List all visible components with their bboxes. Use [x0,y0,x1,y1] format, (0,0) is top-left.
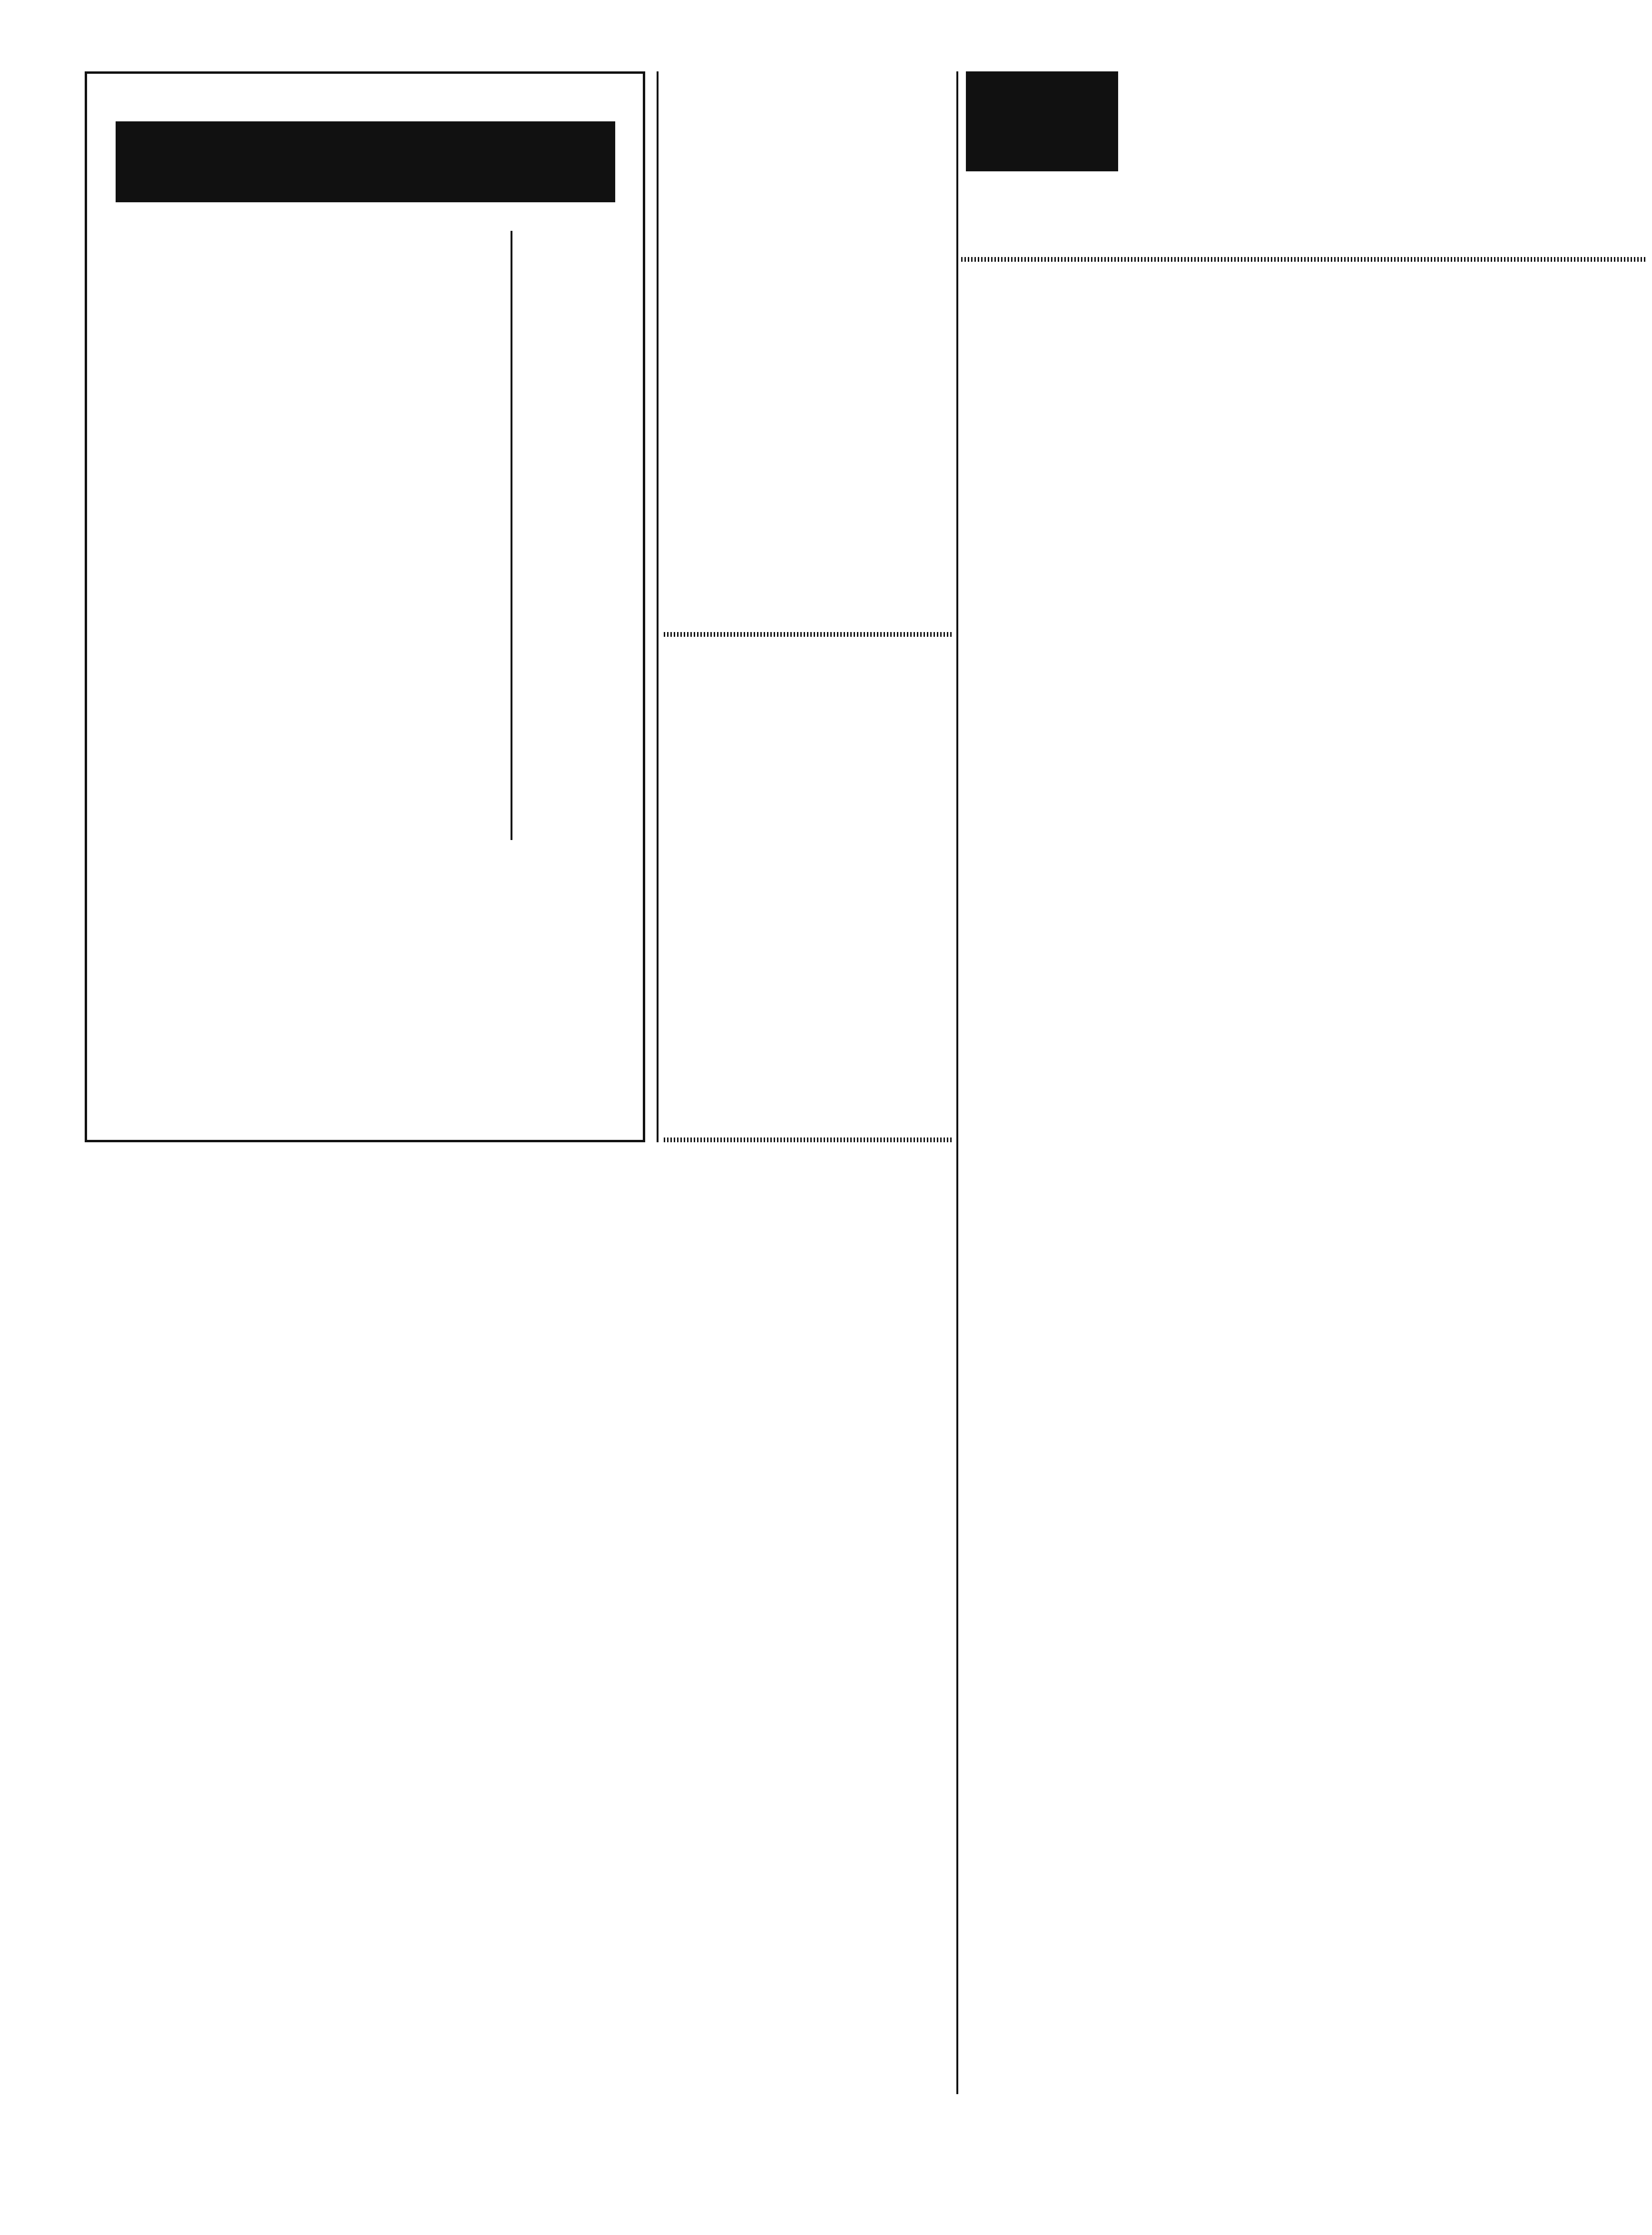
assembleia-section [664,71,949,628]
nota-headline [664,640,1282,897]
tribuna-headline-2 [1123,133,1646,205]
concurso-col-1 [85,1276,365,2085]
drama-title [87,854,644,883]
terra-title [520,233,644,314]
de-ontem-banner [116,121,615,202]
estudos-title [111,233,501,286]
tribuna-text [961,264,1646,1587]
concurso-continuacao [85,1252,370,1276]
tribuna-headline-1 [1123,67,1646,138]
tribuna-badge [966,71,1118,171]
concurso-text [85,1276,953,2085]
de-ontem-box [85,71,645,1142]
estudos-text [111,297,501,845]
ordem-title [342,1014,637,1040]
terra-text [520,321,644,845]
drama-text-2 [470,888,639,1016]
ordem-text [342,1040,639,1140]
tribuna-continua [1304,1761,1646,1785]
concurso-headline [85,1154,955,1249]
nota-text [664,900,949,1142]
tribuna-byline [1080,209,1651,247]
